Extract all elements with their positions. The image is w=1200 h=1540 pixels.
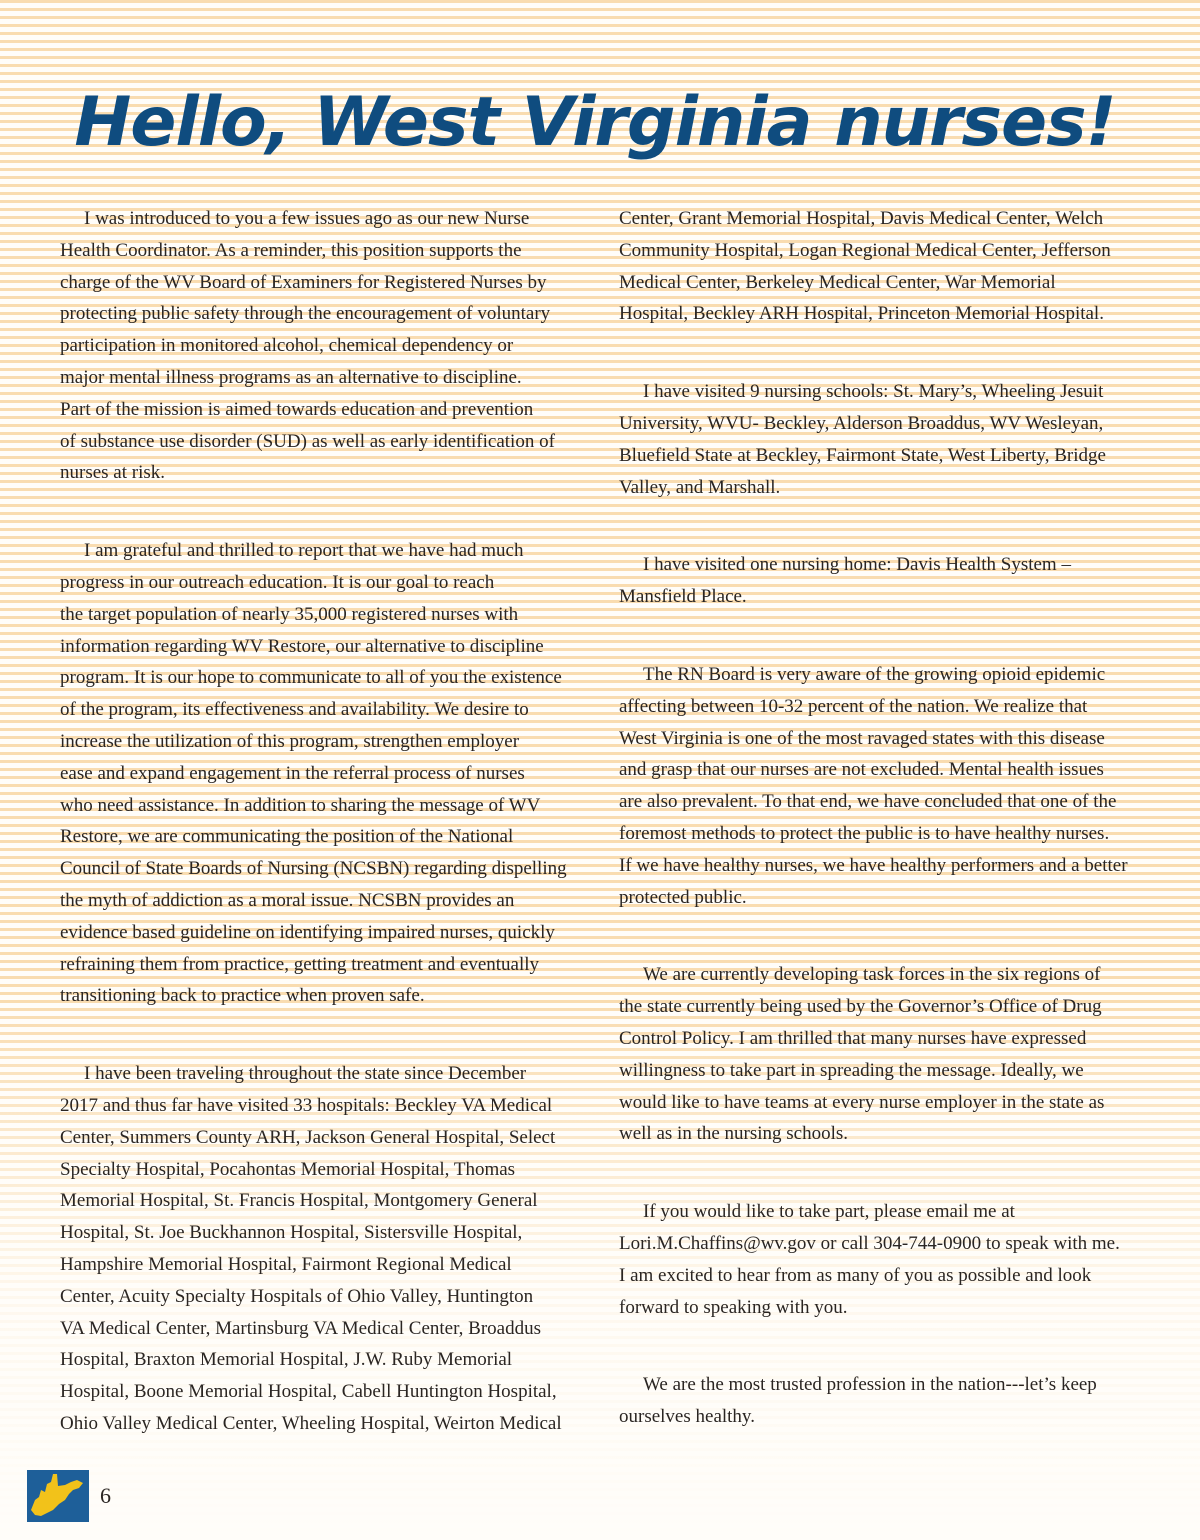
- west-virginia-shape: [31, 1474, 83, 1516]
- paragraph-hospitals: I have been traveling throughout the state since December 2017 and thus far have visited 33 hospitals: Beckley VA Medical Center, Summers County ARH, Jackson General Hospital, Select Specialty Hospital, Pocahontas Memorial Hospital, Thomas Memorial Hospital, St. Francis Hospital, Montgomery General Hospital, St. Joe Buckhannon Hospital, Sistersville Hospital, Hampshire Memorial Hospital, Fairmont Regional Medical Center, Acuity Specialty Hospitals of Ohio Valley, Huntington VA Medical Center, Martinsburg VA Medical Center, Broaddus Hospital, Braxton Memorial Hospital, J.W. Ruby Memorial Hospital, Boone Memorial Hospital, Cabell Huntington Hospital, Ohio Valley Medical Center, Wheeling Hospital, Weirton Medical: [60, 1063, 562, 1434]
- right-column: [619, 203, 1159, 1479]
- paragraph-opioid-epidemic: The RN Board is very aware of the growing opioid epidemic affecting between 10-32 percent of the nation. We realize that West Virginia is one of the most ravaged states with this disease and grasp that our nurses are not excluded. Mental health issues are also prevalent. To that end, we have concluded that one of the foremost methods to protect the public is to have healthy nurses. If we have healthy nurses, we have healthy performers and a better protected public.: [619, 663, 1128, 908]
- page-title: Hello, West Virginia nurses!: [74, 83, 1116, 162]
- paragraph-nursing-home: I have visited one nursing home: Davis Health System – Mansfield Place.: [619, 554, 1071, 608]
- paragraph-task-forces: We are currently developing task forces in the six regions of the state currently being used by the Governor’s Office of Drug Control Policy. I am thrilled that many nurses have expressed willingness to take part in spreading the message. Ideally, we would like to have teams at every nurse employer in the state as well as in the nursing schools.: [619, 964, 1105, 1145]
- paragraph-hospitals-continued: Center, Grant Memorial Hospital, Davis Medical Center, Welch Community Hospital, Logan Regional Medical Center, Jefferson Medical Center, Berkeley Medical Center, War Memorial Hospital, Beckley ARH Hospital, Princeton Memorial Hospital.: [619, 208, 1111, 325]
- left-column: [60, 203, 600, 1486]
- paragraph-nursing-schools: I have visited 9 nursing schools: St. Mary’s, Wheeling Jesuit University, WVU- Beckley, Alderson Broaddus, WV Wesleyan, Bluefield State at Beckley, Fairmont State, West Liberty, Bridge Valley, and Marshall.: [619, 381, 1106, 498]
- paragraph-outreach: I am grateful and thrilled to report that we have had much progress in our outreach education. It is our goal to reach the target population of nearly 35,000 registered nurses with information regarding WV Restore, our alternative to discipline program. It is our hope to communicate to all of you the existence of the program, its effectiveness and availability. We desire to increase the utilization of this program, strengthen employer ease and expand engagement in the referral process of nurses who need assistance. In addition to sharing the message of WV Restore, we are communicating the position of the National Council of State Boards of Nursing (NCSBN) regarding dispelling the myth of addiction as a moral issue. NCSBN provides an evidence based guideline on identifying impaired nurses, quickly refraining them from practice, getting treatment and eventually transitioning back to practice when proven safe.: [60, 540, 567, 1007]
- paragraph-closing: We are the most trusted profession in the nation---let’s keep ourselves healthy.: [619, 1374, 1097, 1428]
- west-virginia-state-icon: [27, 1470, 89, 1522]
- paragraph-introduction: I was introduced to you a few issues ago as our new Nurse Health Coordinator. As a reminder, this position supports the charge of the WV Board of Examiners for Registered Nurses by protecting public safety through the encouragement of voluntary participation in monitored alcohol, chemical dependency or major mental illness programs as an alternative to discipline. Part of the mission is aimed towards education and prevention of substance use disorder (SUD) as well as early identification of nurses at risk.: [60, 208, 555, 484]
- paragraph-contact: If you would like to take part, please email me at Lori.M.Chaffins@wv.gov or call 304-744-0900 to speak with me. I am excited to hear from as many of you as possible and look forward to speaking with you.: [619, 1201, 1120, 1318]
- page-number: 6: [100, 1483, 111, 1508]
